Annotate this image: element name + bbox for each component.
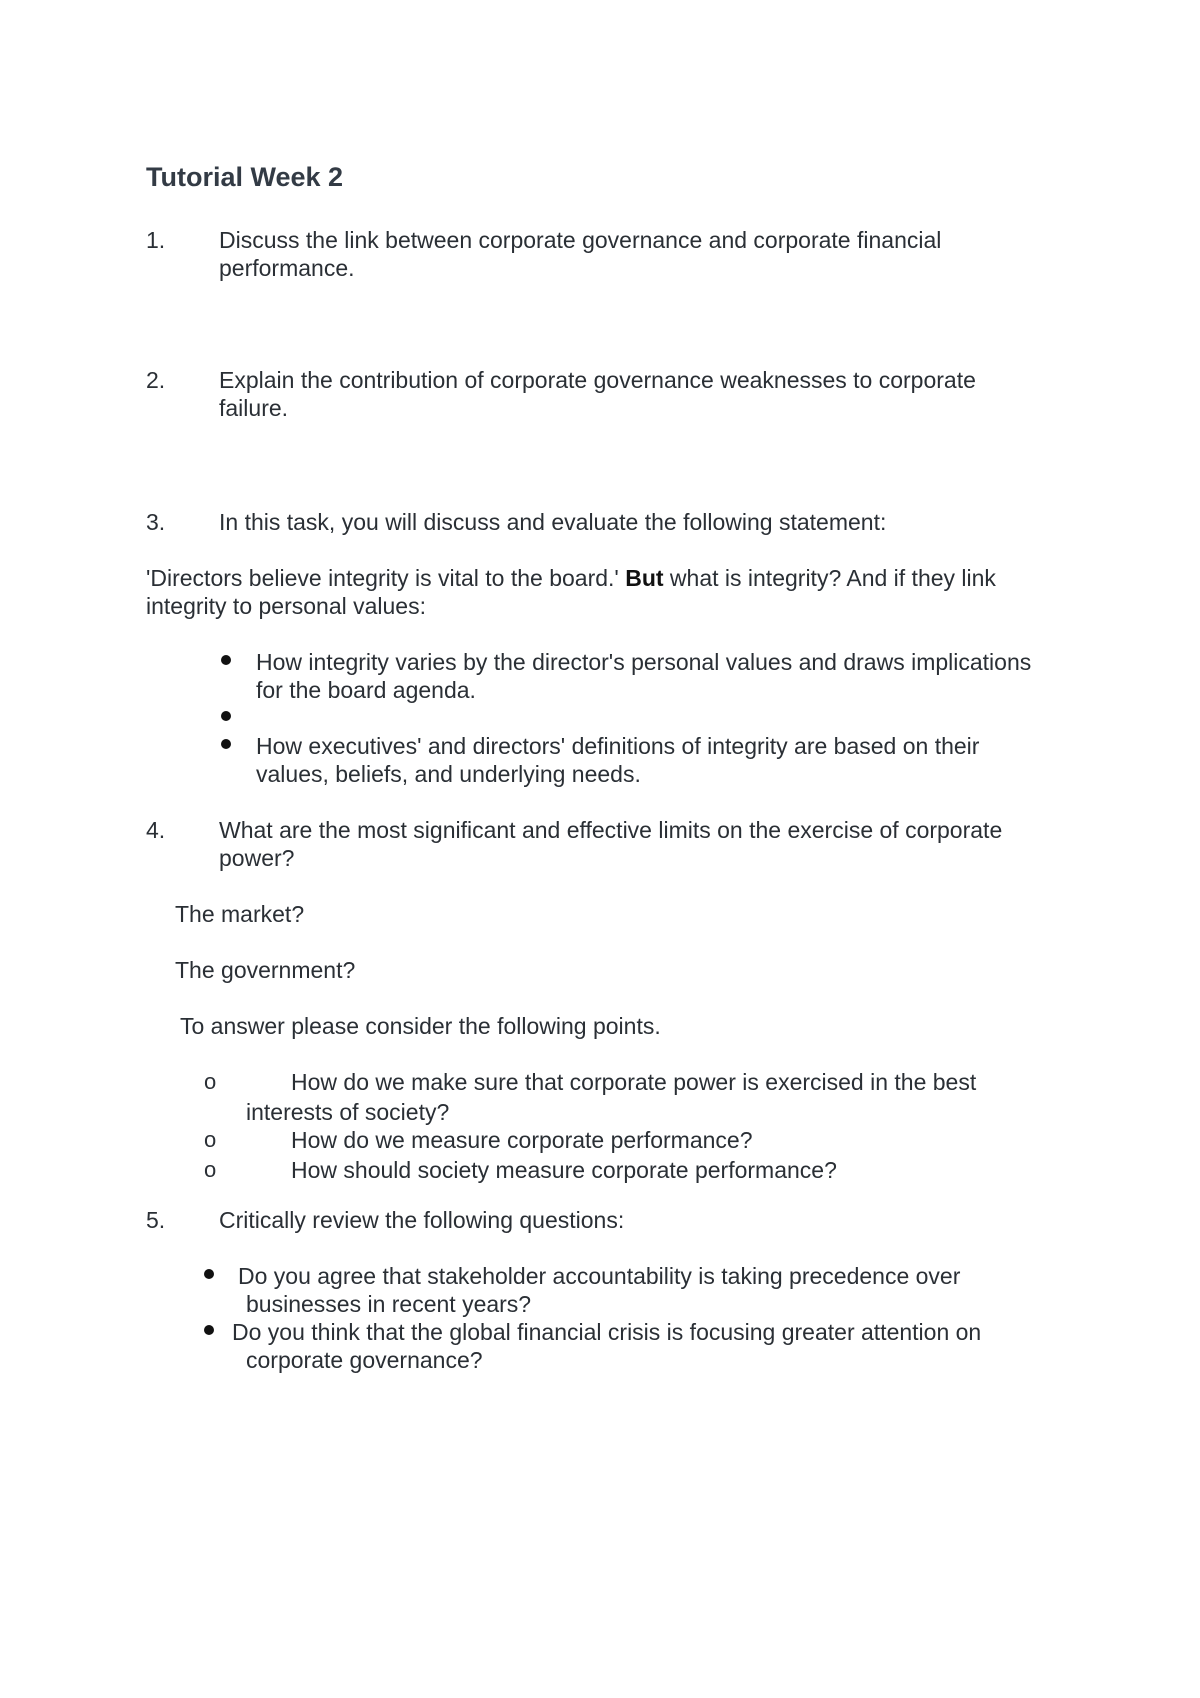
q4-government: The government? [175, 957, 356, 983]
q5-bullet1-line2: businesses in recent years? [246, 1291, 532, 1317]
q4-consider: To answer please consider the following points. [180, 1013, 661, 1039]
q3-statement-bold: But [625, 565, 664, 591]
q1-text-line1: Discuss the link between corporate governance and corporate financial [219, 227, 942, 253]
q3-statement-line1 [146, 564, 996, 592]
q5-bullet2-line1: Do you think that the global financial crisis is focusing greater attention on [232, 1319, 982, 1345]
bullet-icon [204, 1269, 214, 1279]
q2-number: 2. [146, 367, 166, 393]
q4-market: The market? [175, 901, 305, 927]
q5-bullet1-line1: Do you agree that stakeholder accountability is taking precedence over [238, 1263, 961, 1289]
q4-point2-line1: How do we measure corporate performance? [291, 1127, 753, 1153]
page-title: Tutorial Week 2 [146, 162, 344, 192]
bullet-icon [221, 711, 231, 721]
circle-bullet-icon: o [204, 1069, 217, 1094]
q4-point3-line1: How should society measure corporate performance? [291, 1157, 837, 1183]
q3-statement-line2: integrity to personal values: [146, 593, 426, 619]
q5-text-line1: Critically review the following questions: [219, 1207, 625, 1233]
q1-text-line2: performance. [219, 255, 355, 281]
q1-number: 1. [146, 227, 166, 253]
q3-bullet3-line1: How executives' and directors' definitions of integrity are based on their [256, 733, 980, 759]
circle-bullet-icon: o [204, 1127, 217, 1152]
q5-number: 5. [146, 1207, 166, 1233]
q4-text-line2: power? [219, 845, 295, 871]
q3-bullet1-line1: How integrity varies by the director's personal values and draws implications [256, 649, 1032, 675]
q4-point1-line1: How do we make sure that corporate power is exercised in the best [291, 1069, 977, 1095]
bullet-icon [221, 739, 231, 749]
q3-number: 3. [146, 509, 166, 535]
q3-statement-rest: what is integrity? And if they link [663, 565, 996, 591]
circle-bullet-icon: o [204, 1157, 217, 1182]
q4-text-line1: What are the most significant and effective limits on the exercise of corporate [219, 817, 1003, 843]
q5-bullet2-line2: corporate governance? [246, 1347, 483, 1373]
q3-bullet3-line2: values, beliefs, and underlying needs. [256, 761, 641, 787]
q3-text-line1: In this task, you will discuss and evaluate the following statement: [219, 509, 887, 535]
q2-text-line2: failure. [219, 395, 289, 421]
q4-number: 4. [146, 817, 166, 843]
bullet-icon [204, 1325, 214, 1335]
q3-bullet1-line2: for the board agenda. [256, 677, 476, 703]
q4-point1-line2: interests of society? [246, 1099, 450, 1125]
q2-text-line1: Explain the contribution of corporate governance weaknesses to corporate [219, 367, 976, 393]
q3-statement-quote: 'Directors believe integrity is vital to the board.' [146, 565, 626, 591]
bullet-icon [221, 655, 231, 665]
